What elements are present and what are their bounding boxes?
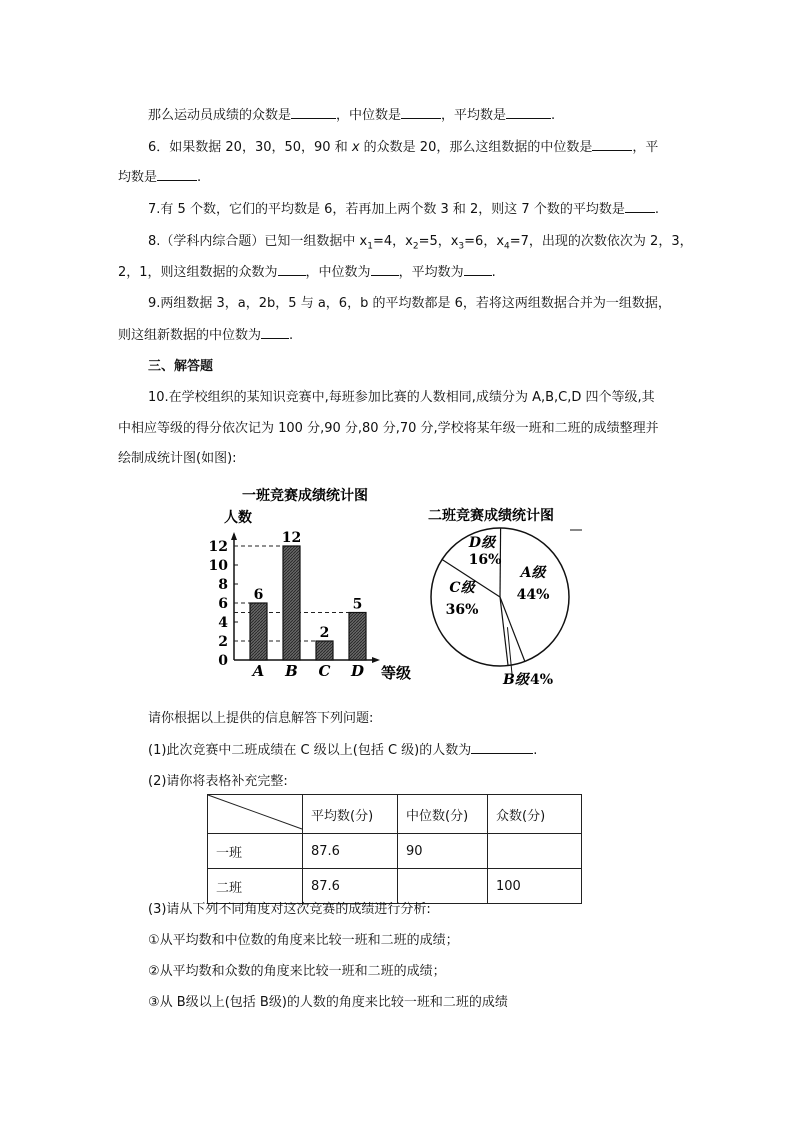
- text: 则这组新数据的中位数为: [118, 328, 262, 343]
- slice-label: D级: [468, 535, 496, 551]
- text: 9.两组数据 3，a，2b，5 与 a，6，b 的平均数都是 6，若将这两组数据合并为一组数据，: [148, 296, 671, 311]
- x-axis-label: 等级: [381, 664, 412, 682]
- x-tick-label: B: [285, 662, 298, 680]
- slice-label: B级: [503, 672, 529, 688]
- data-label: 12: [281, 530, 302, 546]
- answer-blank[interactable]: [401, 105, 441, 119]
- table-header-row: [208, 795, 582, 834]
- bar-chart: [208, 482, 422, 688]
- row-label: 一班: [208, 834, 303, 869]
- question-10-cont: 绘制成统计图(如图):: [118, 451, 237, 466]
- answer-blank[interactable]: [471, 740, 533, 754]
- x-tick-label: A: [252, 662, 265, 680]
- chart-title: 一班竞赛成绩统计图: [242, 488, 368, 504]
- text: ，平均数为: [398, 265, 464, 280]
- table-cell: 87.6: [303, 869, 398, 904]
- text: ，平均数是: [441, 108, 507, 123]
- table-row: [208, 834, 582, 869]
- y-tick-label: 12: [208, 539, 228, 555]
- sub-question-1: [148, 739, 537, 758]
- text: ，平: [632, 140, 659, 155]
- row-label: 二班: [208, 869, 303, 904]
- x-tick-label: C: [318, 662, 331, 680]
- question-9-cont: [118, 324, 293, 343]
- data-label: 6: [253, 587, 264, 603]
- answer-blank[interactable]: [157, 167, 197, 181]
- answer-blank[interactable]: [371, 262, 399, 276]
- answer-blank[interactable]: [592, 137, 632, 151]
- chart-title: 二班竞赛成绩统计图: [428, 508, 554, 524]
- text: .: [289, 328, 294, 343]
- question-7: [148, 198, 659, 217]
- text: (1)此次竞赛中二班成绩在 C 级以上(包括 C 级)的人数为: [148, 743, 472, 758]
- subscript: 4: [504, 241, 510, 252]
- answer-blank[interactable]: [625, 199, 655, 213]
- analysis-item-3: ③从 B级以上(包括 B级)的人数的角度来比较一班和二班的成绩: [148, 995, 508, 1010]
- sub-question-2: (2)请你将表格补充完整:: [148, 774, 288, 789]
- question-6-cont: [118, 166, 201, 185]
- table-cell: 100: [488, 869, 582, 904]
- slice-percent: 36%: [445, 602, 479, 618]
- text: 6．如果数据 20，30，50，90 和: [148, 140, 352, 155]
- y-tick-label: 0: [218, 653, 228, 669]
- subscript: 3: [458, 241, 465, 252]
- analysis-item-2: ②从平均数和众数的角度来比较一班和二班的成绩；: [148, 964, 446, 979]
- text: =4，x: [372, 234, 413, 249]
- question-10: 10.在学校组织的某知识竞赛中,每班参加比赛的人数相同,成绩分为 A,B,C,D 四个等级,其: [148, 390, 655, 405]
- question-9: [148, 292, 671, 311]
- question-6: [148, 136, 658, 155]
- answer-blank[interactable]: [261, 325, 289, 339]
- y-tick-label: 2: [218, 634, 228, 650]
- question-10-cont: 中相应等级的得分依次记为 100 分,90 分,80 分,70 分,学校将某年级一班和二班的成绩整理并: [118, 421, 659, 436]
- text: 均数是: [118, 170, 158, 185]
- answer-blank[interactable]: [278, 262, 306, 276]
- text: .: [491, 265, 496, 280]
- bar: [250, 603, 267, 660]
- table-cell[interactable]: [488, 834, 582, 869]
- data-label: 5: [352, 596, 363, 613]
- text: =5，x: [418, 234, 459, 249]
- text: 那么运动员成绩的众数是: [148, 108, 292, 123]
- text: .: [533, 743, 538, 758]
- variable: x: [351, 140, 360, 155]
- text: 7.有 5 个数，它们的平均数是 6，若再加上两个数 3 和 2，则这 7 个数的平均数是: [148, 202, 625, 217]
- y-tick-label: 4: [218, 615, 228, 631]
- y-axis-label: 人数: [224, 510, 252, 526]
- answer-blank[interactable]: [464, 262, 492, 276]
- header-cell: 中位数(分): [398, 795, 488, 834]
- text: ，中位数是: [336, 108, 402, 123]
- x-axis-arrow: [372, 657, 380, 663]
- question-8: [148, 230, 693, 252]
- question-8-cont: [118, 261, 496, 280]
- prompt: 请你根据以上提供的信息解答下列问题:: [148, 711, 374, 726]
- leader-line: [507, 627, 512, 674]
- x-tick-label: D: [350, 662, 365, 680]
- subscript: 2: [412, 241, 419, 252]
- question-5-tail: [148, 104, 555, 123]
- analysis-item-1: ①从平均数和中位数的角度来比较一班和二班的成绩；: [148, 933, 459, 948]
- text: .: [197, 170, 202, 185]
- subscript: 1: [367, 241, 373, 252]
- answer-blank[interactable]: [506, 105, 551, 119]
- header-cell: 平均数(分): [303, 795, 398, 834]
- sub-question-3: (3)请从下列不同角度对这次竞赛的成绩进行分析:: [148, 902, 431, 917]
- bar: [349, 613, 366, 661]
- text: 2，1，则这组数据的众数为: [118, 265, 278, 280]
- y-tick-label: 6: [218, 596, 228, 612]
- table-cell: 87.6: [303, 834, 398, 869]
- stats-table: [207, 794, 582, 904]
- slice-percent: 44%: [516, 587, 550, 603]
- diagonal-line: [208, 795, 302, 829]
- text: =6，x: [464, 234, 505, 249]
- slice-percent: 16%: [468, 552, 502, 568]
- diagonal-header-cell: [208, 795, 303, 834]
- header-cell: 众数(分): [488, 795, 582, 834]
- pie-chart: [420, 500, 590, 690]
- text: ，中位数为: [305, 265, 371, 280]
- text: 8.（学科内综合题）已知一组数据中 x: [148, 234, 368, 249]
- bar: [283, 546, 300, 660]
- text: =7，出现的次数依次为 2，3，: [509, 234, 693, 249]
- y-axis-arrow: [231, 532, 237, 540]
- slice-label: C级: [449, 580, 475, 596]
- y-tick-label: 10: [208, 558, 228, 574]
- text: .: [654, 202, 659, 217]
- slice-label: A级: [520, 565, 546, 581]
- data-label: 2: [319, 625, 330, 641]
- slice-percent: 4%: [530, 672, 554, 688]
- section-heading: 三、解答题: [148, 359, 214, 374]
- y-tick-label: 8: [218, 577, 228, 593]
- answer-blank[interactable]: [291, 105, 336, 119]
- text: 的众数是 20，那么这组数据的中位数是: [359, 140, 593, 155]
- bar: [316, 641, 333, 660]
- text: .: [551, 108, 556, 123]
- table-cell: 90: [398, 834, 488, 869]
